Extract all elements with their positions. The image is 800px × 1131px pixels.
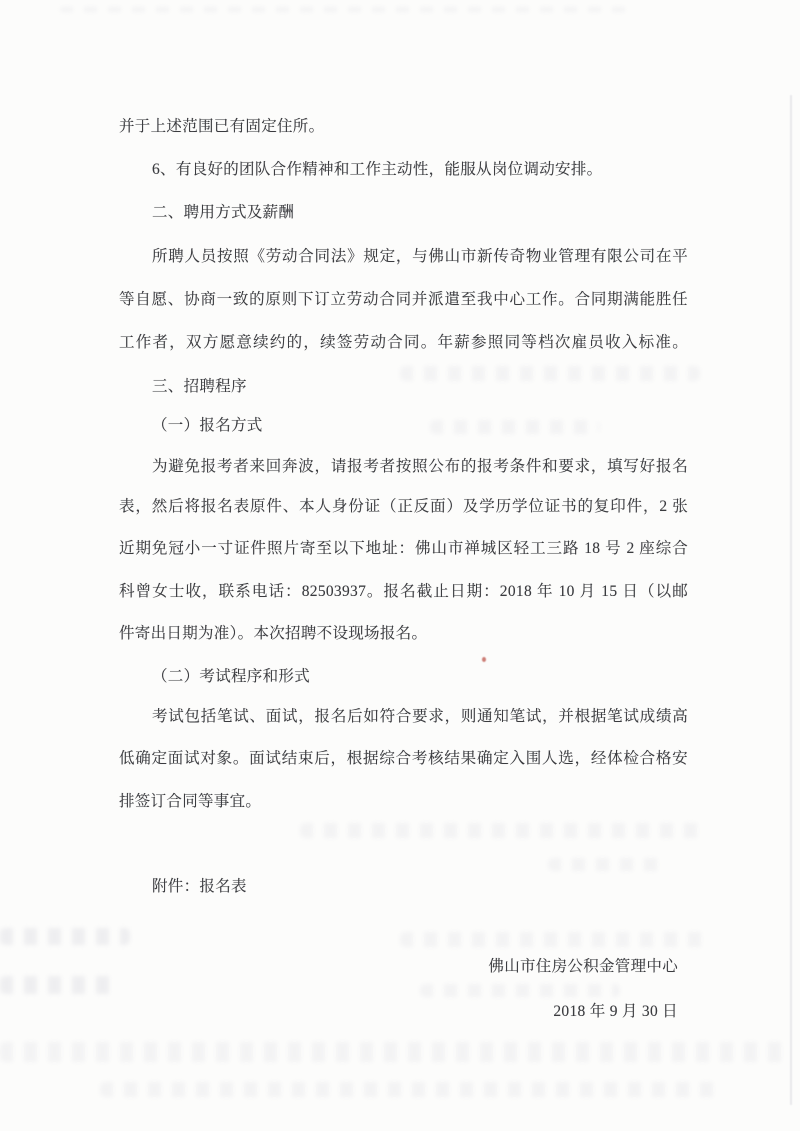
bleed-through-artifact xyxy=(0,1042,790,1062)
bleed-through-artifact xyxy=(400,932,710,947)
subsection-2-heading: （二）考试程序和形式 xyxy=(152,668,311,685)
bleed-through-artifact xyxy=(420,984,620,997)
bleed-through-artifact xyxy=(300,823,700,838)
bleed-through-artifact xyxy=(100,1082,720,1097)
section-2-heading: 二、聘用方式及薪酬 xyxy=(152,204,295,221)
bleed-through-artifact xyxy=(548,858,668,871)
bleed-through-artifact xyxy=(0,976,120,994)
scan-edge-line xyxy=(790,95,792,1105)
registration-para-line-3: 近期免冠小一寸证件照片寄至以下地址：佛山市禅城区轻工三路 18 号 2 座综合 xyxy=(119,540,688,557)
registration-para-line-1: 为避免报考者来回奔波，请报考者按照公布的报考条件和要求，填写好报名 xyxy=(152,458,688,475)
issuer-signature: 佛山市住房公积金管理中心 xyxy=(488,958,678,975)
employment-para-line-3: 工作者，双方愿意续约的，续签劳动合同。年薪参照同等档次雇员收入标准。 xyxy=(119,334,688,351)
scan-artifact-top-streak xyxy=(60,7,630,12)
registration-para-line-5: 件寄出日期为准）。本次招聘不设现场报名。 xyxy=(119,625,428,642)
attachment-note: 附件：报名表 xyxy=(152,878,247,895)
ink-speck xyxy=(482,657,486,662)
bleed-through-artifact xyxy=(0,928,130,945)
exam-para-line-3: 排签订合同等事宜。 xyxy=(119,793,262,810)
exam-para-line-1: 考试包括笔试、面试，报名后如符合要求，则通知笔试，并根据笔试成绩高 xyxy=(152,708,688,725)
issue-date: 2018 年 9 月 30 日 xyxy=(553,1003,678,1020)
exam-para-line-2: 低确定面试对象。面试结束后，根据综合考核结果确定入围人选，经体检合格安 xyxy=(119,750,688,767)
section-3-heading: 三、招聘程序 xyxy=(152,378,247,395)
subsection-1-heading: （一）报名方式 xyxy=(152,417,263,434)
employment-para-line-1: 所聘人员按照《劳动合同法》规定，与佛山市新传奇物业管理有限公司在平 xyxy=(152,248,688,265)
requirement-item-6: 6、有良好的团队合作精神和工作主动性，能服从岗位调动安排。 xyxy=(152,161,603,178)
registration-para-line-4: 科曾女士收，联系电话：82503937。报名截止日期：2018 年 10 月 15 日（以邮 xyxy=(119,583,688,600)
employment-para-line-2: 等自愿、协商一致的原则下订立劳动合同并派遣至我中心工作。合同期满能胜任 xyxy=(119,291,688,308)
intro-continuation-line: 并于上述范围已有固定住所。 xyxy=(119,118,325,135)
registration-para-line-2: 表，然后将报名表原件、本人身份证（正反面）及学历学位证书的复印件，2 张 xyxy=(119,498,688,515)
